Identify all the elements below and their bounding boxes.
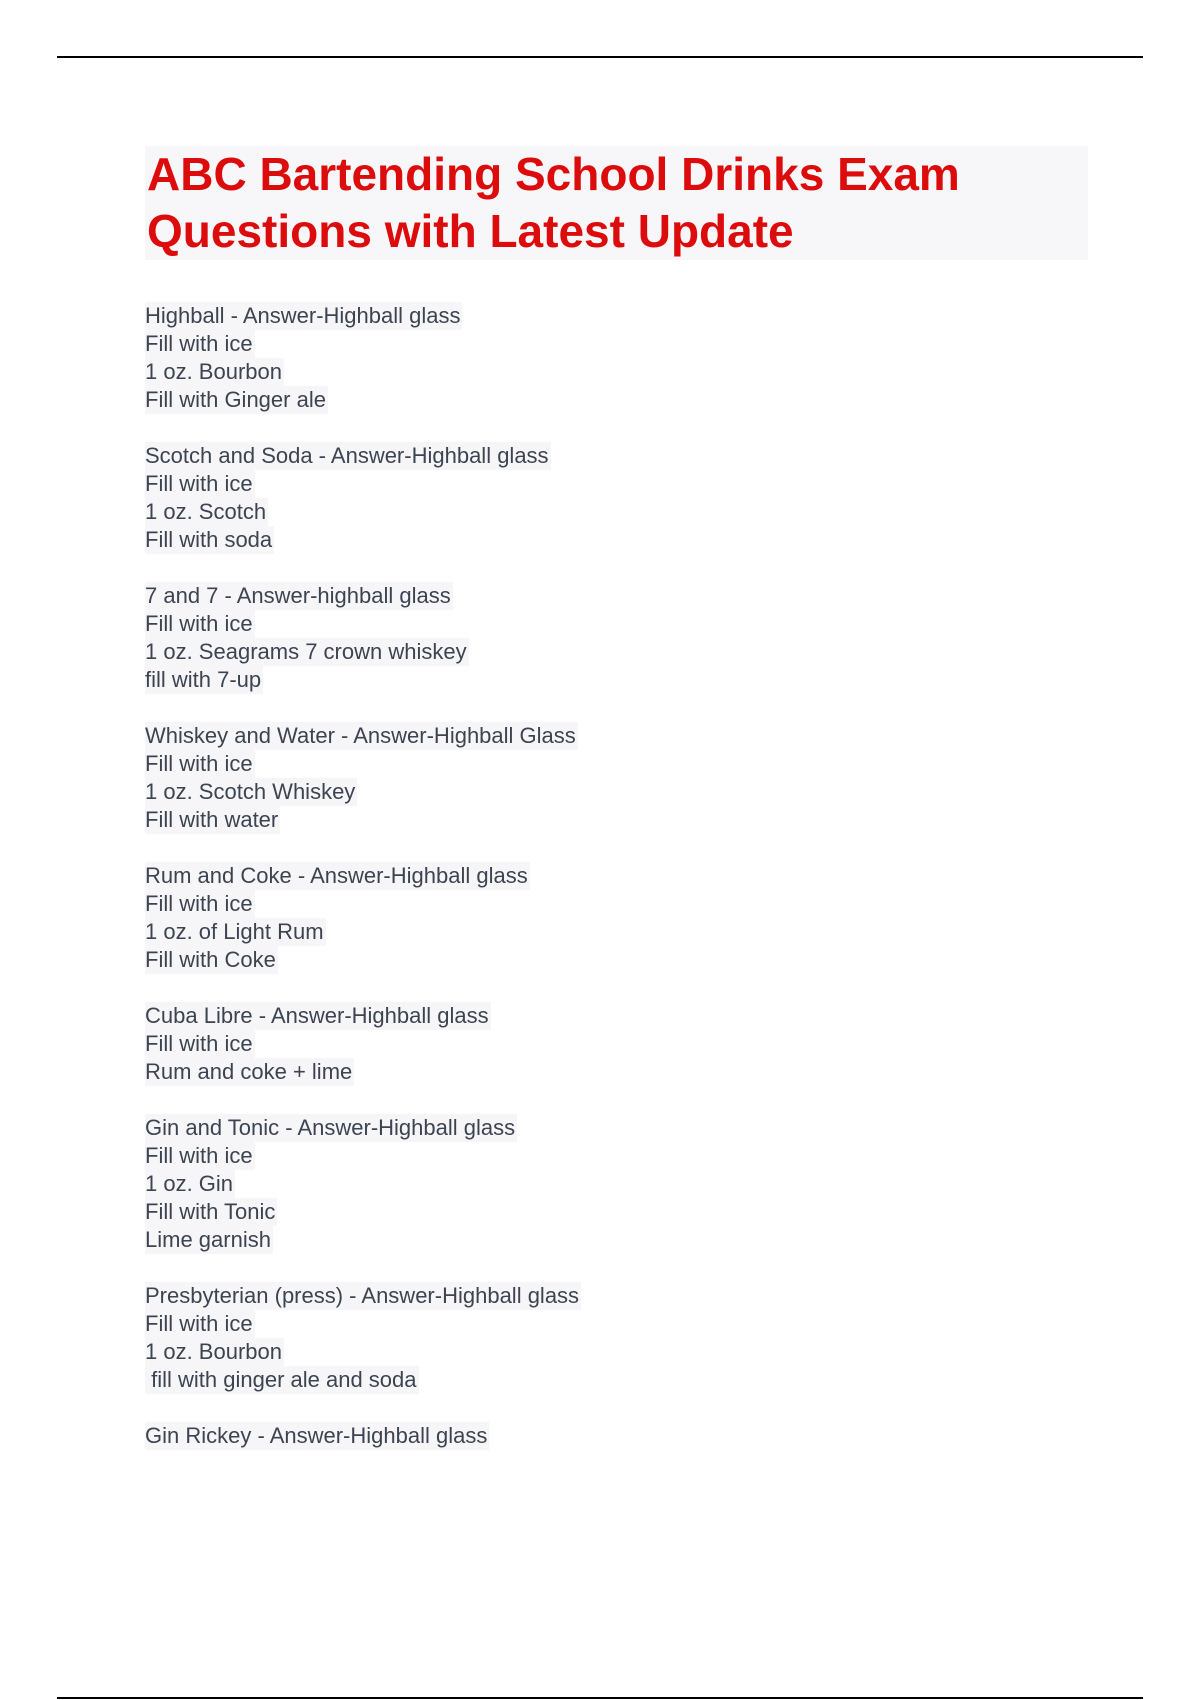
qa-answer-line: fill with ginger ale and soda: [145, 1367, 417, 1392]
qa-answer-line: Lime garnish: [145, 1227, 271, 1252]
qa-answer-line: Fill with ice: [145, 891, 253, 916]
qa-answer-line: 1 oz. Seagrams 7 crown whiskey: [145, 639, 467, 664]
document-body: [145, 302, 1045, 1478]
qa-entry: [145, 722, 1045, 834]
qa-answer-line: Fill with ice: [145, 1031, 253, 1056]
qa-question-line: 7 and 7 - Answer-highball glass: [145, 583, 451, 608]
document-title: ABC Bartending School Drinks Exam Questions with Latest Update: [147, 148, 960, 257]
qa-answer-line: Fill with ice: [145, 471, 253, 496]
qa-answer-line: Fill with ice: [145, 611, 253, 636]
qa-entry: [145, 1002, 1045, 1086]
qa-answer-line: fill with 7-up: [145, 667, 262, 692]
qa-answer-line: Fill with Coke: [145, 947, 276, 972]
qa-question-line: Rum and Coke - Answer-Highball glass: [145, 863, 528, 888]
qa-question-line: Scotch and Soda - Answer-Highball glass: [145, 443, 549, 468]
qa-question-line: Gin Rickey - Answer-Highball glass: [145, 1423, 488, 1448]
qa-answer-line: 1 oz. Scotch Whiskey: [145, 779, 356, 804]
qa-question-line: Whiskey and Water - Answer-Highball Glass: [145, 723, 576, 748]
qa-answer-line: 1 oz. Scotch: [145, 499, 267, 524]
qa-answer-line: Fill with water: [145, 807, 279, 832]
qa-answer-line: Fill with Ginger ale: [145, 387, 326, 412]
qa-question-line: Gin and Tonic - Answer-Highball glass: [145, 1115, 516, 1140]
qa-entry: [145, 862, 1045, 974]
qa-entry: [145, 442, 1045, 554]
qa-question-line: Cuba Libre - Answer-Highball glass: [145, 1003, 489, 1028]
qa-answer-line: 1 oz. Bourbon: [145, 359, 282, 384]
qa-entry: [145, 302, 1045, 414]
qa-answer-line: Fill with ice: [145, 751, 253, 776]
qa-answer-line: Fill with ice: [145, 331, 253, 356]
qa-answer-line: Fill with ice: [145, 1143, 253, 1168]
title-block: [145, 146, 1088, 260]
qa-entry: [145, 1282, 1045, 1394]
qa-answer-line: 1 oz. of Light Rum: [145, 919, 324, 944]
qa-answer-line: Rum and coke + lime: [145, 1059, 353, 1084]
qa-entry: [145, 1422, 1045, 1450]
bottom-rule: [57, 1697, 1143, 1699]
qa-answer-line: 1 oz. Gin: [145, 1171, 234, 1196]
qa-answer-line: Fill with soda: [145, 527, 273, 552]
qa-entry: [145, 1114, 1045, 1254]
qa-answer-line: Fill with Tonic: [145, 1199, 276, 1224]
qa-question-line: Highball - Answer-Highball glass: [145, 303, 461, 328]
top-rule: [57, 56, 1143, 58]
qa-answer-line: Fill with ice: [145, 1311, 253, 1336]
qa-entry: [145, 582, 1045, 694]
qa-question-line: Presbyterian (press) - Answer-Highball glass: [145, 1283, 580, 1308]
qa-answer-line: 1 oz. Bourbon: [145, 1339, 282, 1364]
